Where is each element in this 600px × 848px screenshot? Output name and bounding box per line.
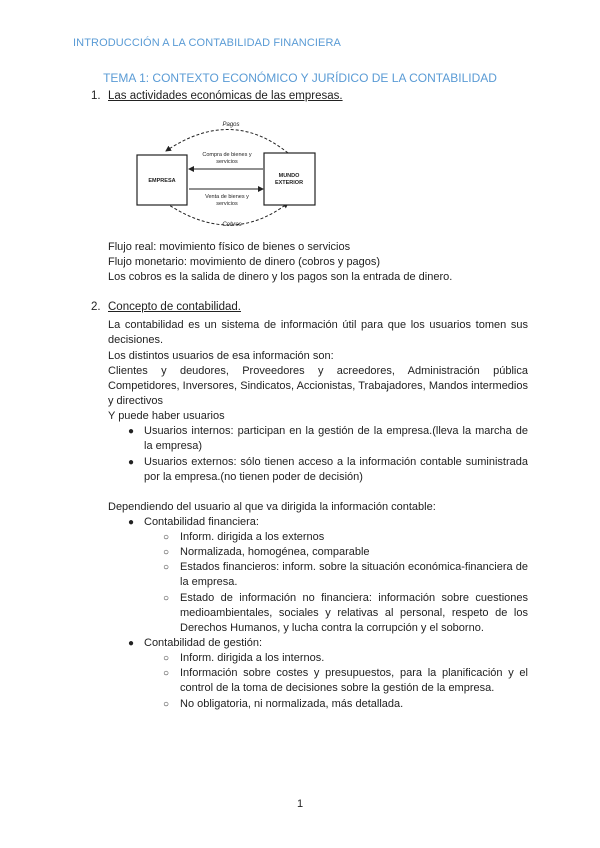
circle-bullet-icon: ○	[163, 547, 170, 558]
page-title: TEMA 1: CONTEXTO ECONÓMICO Y JURÍDICO DE LA CONTABILIDAD	[103, 71, 497, 85]
list-item-financial-3	[163, 560, 528, 592]
financial-item-text: Estado de información no financiera: información sobre cuestiones medioambientales, sociales y relativas al personal, respeto de los Derechos Humanos, y lucha contra la corrupción y el soborno.	[180, 592, 528, 635]
financial-item-text: Inform. dirigida a los externos	[180, 531, 325, 543]
list-item-external-users	[128, 455, 528, 487]
outside-world-label-line1: MUNDO	[278, 173, 300, 179]
outside-world-label-line2: EXTERIOR	[274, 180, 304, 186]
circle-bullet-icon: ○	[163, 593, 170, 604]
list-item-management-accounting	[128, 636, 528, 652]
internal-users-text: Usuarios internos: participan en la gestión de la empresa.(lleva la marcha de la empresa)	[144, 425, 528, 453]
bullet-icon: ●	[128, 457, 135, 468]
management-item-text: Información sobre costes y presupuestos, para la planificación y el control de la toma de decisiones sobre la gestión de la empresa.	[180, 667, 528, 695]
list-item-financial-2	[163, 545, 528, 561]
accounting-definition: La contabilidad es un sistema de información útil para que los usuarios tomen sus decisiones.	[108, 319, 528, 347]
company-box-label: EMPRESA	[148, 178, 176, 184]
payments-flow-arrow	[166, 129, 288, 153]
management-item-text: Inform. dirigida a los internos.	[180, 652, 325, 664]
economic-flow-diagram	[136, 117, 320, 233]
page-number: 1	[296, 798, 304, 810]
external-users-text: Usuarios externos: sólo tienen acceso a la información contable suministrada por la empresa.(no tienen poder de decisión)	[144, 456, 528, 484]
purchases-label-line2: servicios	[216, 159, 238, 165]
list-item-financial-accounting	[128, 515, 528, 531]
section-2-heading	[91, 301, 241, 313]
circle-bullet-icon: ○	[163, 562, 170, 573]
management-item-text: No obligatoria, ni normalizada, más detallada.	[180, 698, 404, 710]
section-2-title: Concepto de contabilidad.	[108, 301, 241, 313]
financial-accounting-label: Contabilidad financiera:	[144, 516, 259, 528]
section-1-number: 1.	[91, 90, 101, 102]
payments-label: Pagos	[222, 122, 240, 128]
real-flow-line: Flujo real: movimiento físico de bienes o servicios	[108, 241, 351, 253]
collections-payments-line: Los cobros es la salida de dinero y los pagos son la entrada de dinero.	[108, 271, 453, 283]
bullet-icon: ●	[128, 638, 135, 649]
monetary-flow-line: Flujo monetario: movimiento de dinero (cobros y pagos)	[108, 256, 381, 268]
management-accounting-label: Contabilidad de gestión:	[144, 637, 263, 649]
list-item-management-3	[163, 697, 528, 713]
depending-line: Dependiendo del usuario al que va dirigida la información contable:	[108, 501, 436, 513]
list-item-management-1	[163, 651, 528, 667]
section-2-number: 2.	[91, 301, 101, 313]
bullet-icon: ●	[128, 426, 135, 437]
sales-label-line2: servicios	[216, 201, 238, 207]
circle-bullet-icon: ○	[163, 653, 170, 664]
list-item-financial-4	[163, 591, 528, 639]
sales-label-line1: Venta de bienes y	[205, 194, 249, 200]
collections-label: Cobros	[222, 222, 242, 228]
circle-bullet-icon: ○	[163, 699, 170, 710]
maybe-users: Y puede haber usuarios	[108, 410, 225, 422]
list-item-management-2	[163, 666, 528, 698]
list-item-internal-users	[128, 424, 528, 456]
circle-bullet-icon: ○	[163, 532, 170, 543]
purchases-label-line1: Compra de bienes y	[202, 152, 252, 158]
circle-bullet-icon: ○	[163, 668, 170, 679]
list-item-financial-1	[163, 530, 528, 546]
financial-item-text: Estados financieros: inform. sobre la situación económica-financiera de la empresa.	[180, 561, 528, 589]
outside-world-box	[264, 153, 315, 205]
section-1-title: Las actividades económicas de las empresas.	[108, 90, 343, 102]
running-header: INTRODUCCIÓN A LA CONTABILIDAD FINANCIERA	[73, 37, 341, 49]
financial-item-text: Normalizada, homogénea, comparable	[180, 546, 370, 558]
users-intro: Los distintos usuarios de esa información son:	[108, 350, 334, 362]
section-1-heading	[91, 90, 343, 102]
bullet-icon: ●	[128, 517, 135, 528]
users-list: Clientes y deudores, Proveedores y acreedores, Administración pública Competidores, Inversores, Sindicatos, Accionistas, Trabajadores, Mandos intermedios y directivos	[108, 365, 528, 408]
